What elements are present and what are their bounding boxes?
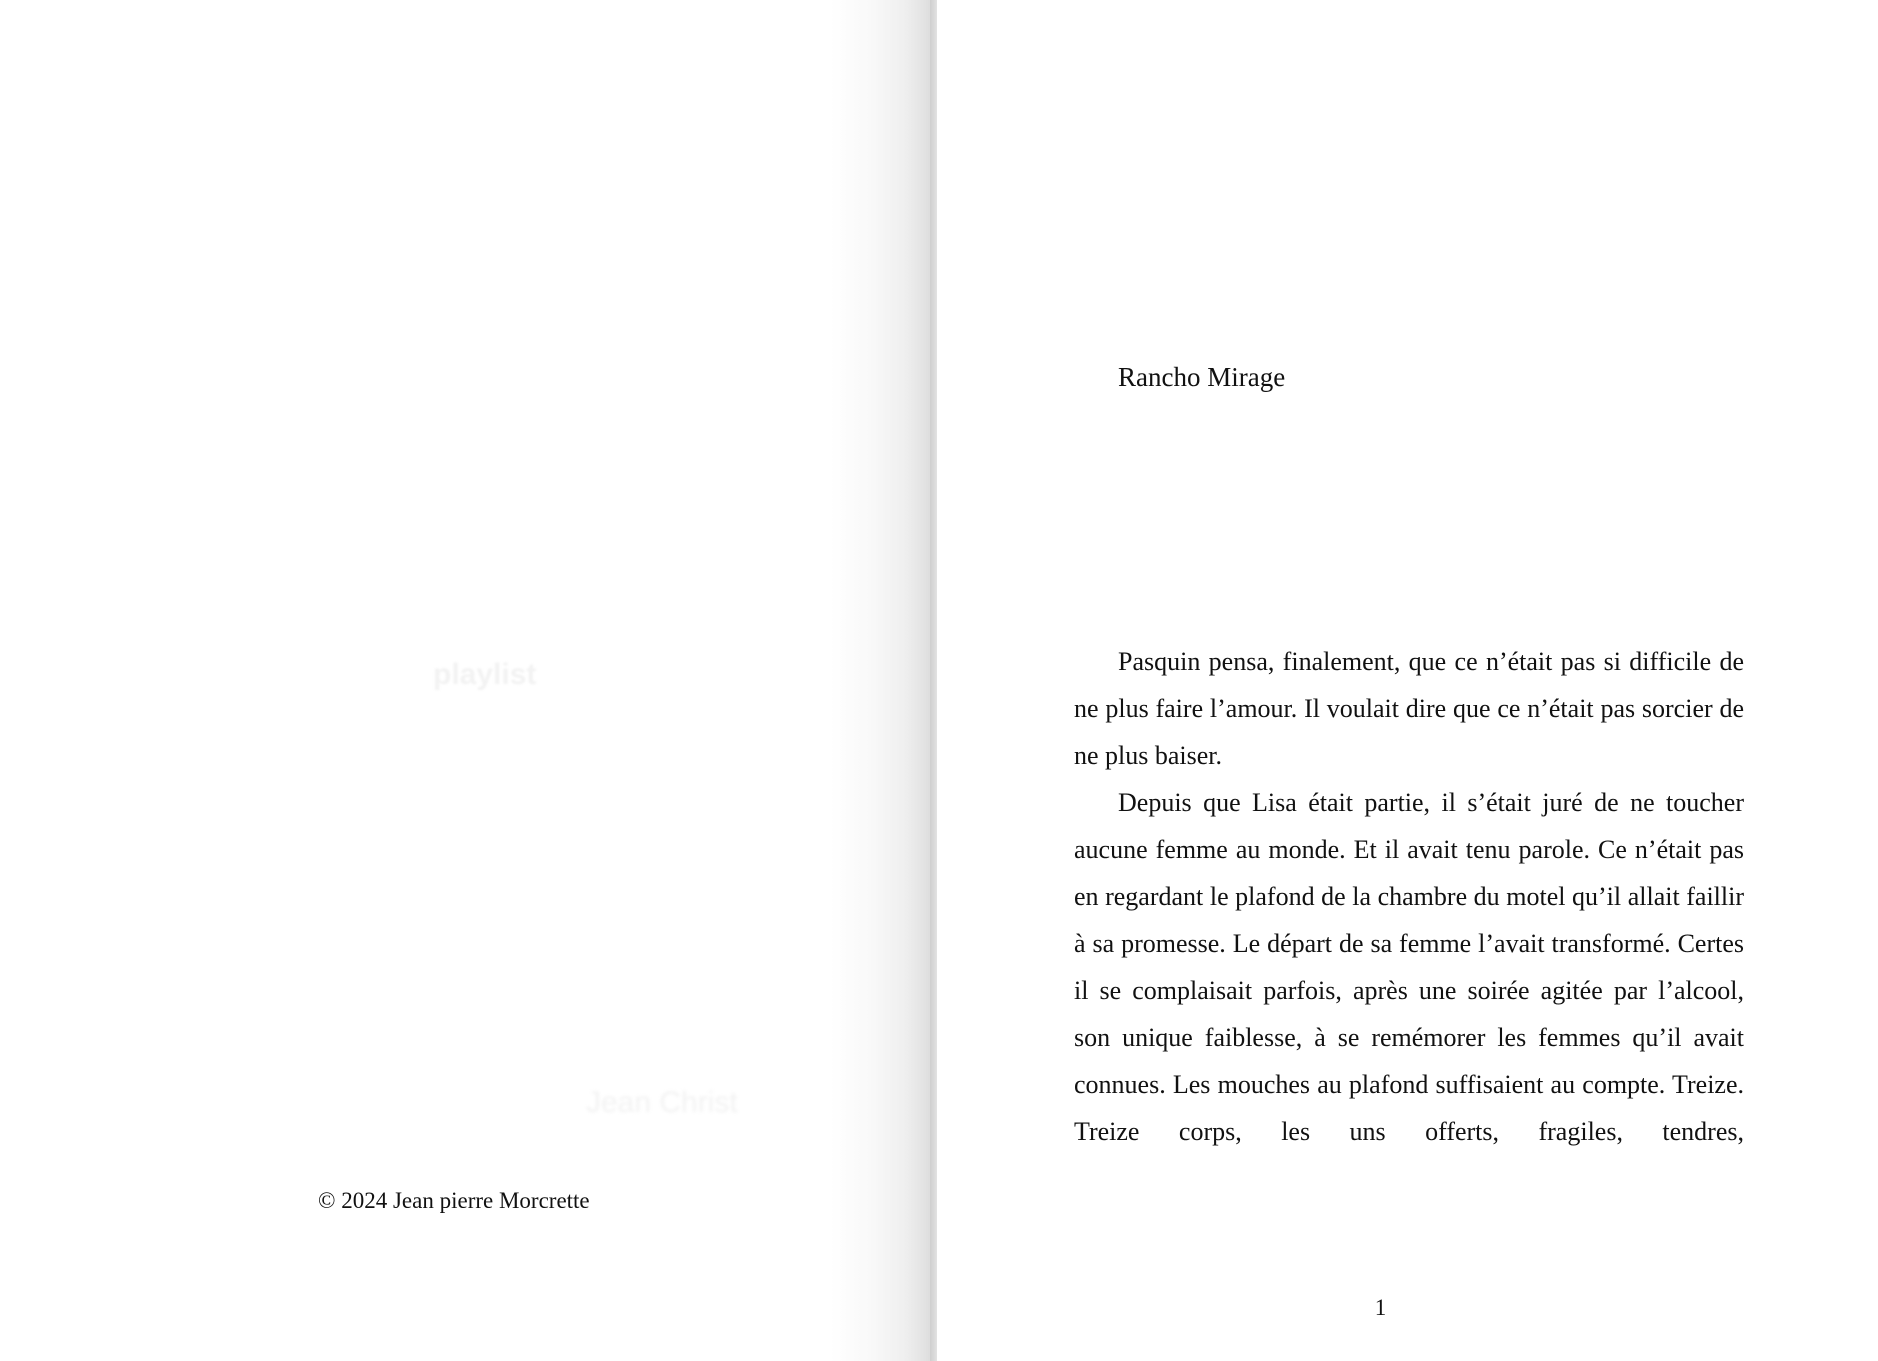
paragraph-2: Depuis que Lisa était partie, il s’était juré de ne toucher aucune femme au monde. Et il avait tenu parole. Ce n’était pas en regardant le plafond de la chambre du motel qu’il allait faillir à sa promesse. Le départ de sa femme l’avait transformé. Certes il se complaisait parfois, après une soirée agitée par l’alcool, son unique faiblesse, à se remémorer les femmes qu’il avait connues. Les mouches au plafond suffisaient au compte. Treize. Treize corps, les uns offerts, fragiles, tendres, <box>1074 788 1744 1146</box>
paragraph-1: Pasquin pensa, finalement, que ce n’était pas si difficile de ne plus faire l’amour. Il voulait dire que ce n’était pas sorcier de ne plus baiser. <box>1074 647 1744 770</box>
faded-author-showthrough: Jean Christ <box>586 1086 738 1119</box>
right-page[interactable] <box>937 0 1878 1361</box>
faded-title-showthrough: playlist <box>433 658 537 691</box>
chapter-title: Rancho Mirage <box>1118 362 1286 392</box>
page-number: 1 <box>1374 1295 1387 1320</box>
left-page[interactable] <box>0 0 937 1361</box>
copyright-notice: © 2024 Jean pierre Morcrette <box>318 1188 590 1213</box>
chapter-body <box>1074 638 1744 1155</box>
